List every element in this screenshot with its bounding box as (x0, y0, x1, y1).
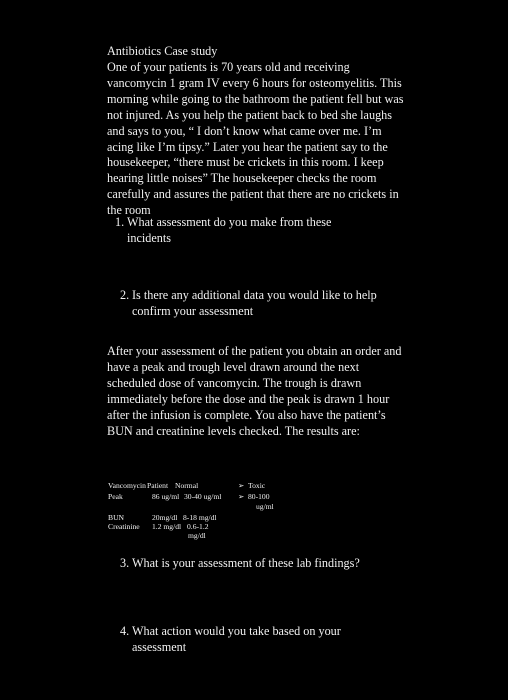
question-number: 1. (115, 215, 125, 229)
row-peak-patient: 86 ug/ml (152, 492, 180, 501)
question-number: 4. (120, 624, 130, 638)
header-vancomycin: Vancomycin (108, 481, 146, 490)
question-text: Is there any additional data you would like to help confirm your assessment (132, 288, 377, 318)
question-3 (120, 556, 414, 572)
row-bun-label: BUN (108, 513, 125, 522)
question-1 (115, 215, 377, 247)
case-intro-paragraph: One of your patients is 70 years old and receiving vancomycin 1 gram IV every 6 hours for osteomyelitis. This morning while going to the bathroom the patient fell but was not injured. As you help the patient back to bed she laughs and says to you, “ I don’t know what came over me. I’m acing like I’m tipsy.” Later you hear the patient say to the housekeeper, “there must be crickets in this room. I keep hearing little noises” The housekeeper checks the room carefully and assures the patient that there are no crickets in the room (107, 60, 404, 218)
row-bun-patient: 20mg/dl (152, 513, 178, 522)
row-creatinine-patient: 1.2 mg/dl (152, 522, 182, 531)
question-text: What assessment do you make from these incidents (127, 215, 332, 245)
row-bun-normal: 8-18 mg/dl (183, 513, 217, 522)
header-normal: Normal (175, 481, 199, 490)
lab-intro-paragraph: After your assessment of the patient you obtain an order and have a peak and trough level drawn around the next scheduled dose of vancomycin. The trough is drawn immediately before the dose and the peak is drawn 1 hour after the infusion is complete. You also have the patient’s BUN and creatinine levels checked. The results are: (107, 344, 402, 438)
arrow-icon: ➢ (238, 481, 245, 490)
question-number: 2. (120, 288, 130, 302)
row-peak-toxic: 80-100 (248, 492, 270, 501)
question-text: What action would you take based on your assessment (132, 624, 341, 654)
row-creatinine-label: Creatinine (108, 522, 140, 531)
document-title: Antibiotics Case study (107, 44, 218, 58)
row-peak-label: Peak (108, 492, 123, 501)
row-peak-toxic-unit: ug/ml (256, 502, 274, 511)
arrow-icon: ➢ (238, 492, 245, 501)
header-patient: Patient (147, 481, 169, 490)
question-text: What is your assessment of these lab findings? (132, 556, 360, 570)
question-4 (120, 624, 372, 656)
header-toxic: Toxic (248, 481, 266, 490)
row-peak-normal: 30-40 ug/ml (184, 492, 222, 501)
row-creatinine-normal-unit: mg/dl (188, 531, 206, 540)
question-number: 3. (120, 556, 130, 570)
row-creatinine-normal: 0.6-1.2 (187, 522, 209, 531)
question-2 (120, 288, 414, 320)
